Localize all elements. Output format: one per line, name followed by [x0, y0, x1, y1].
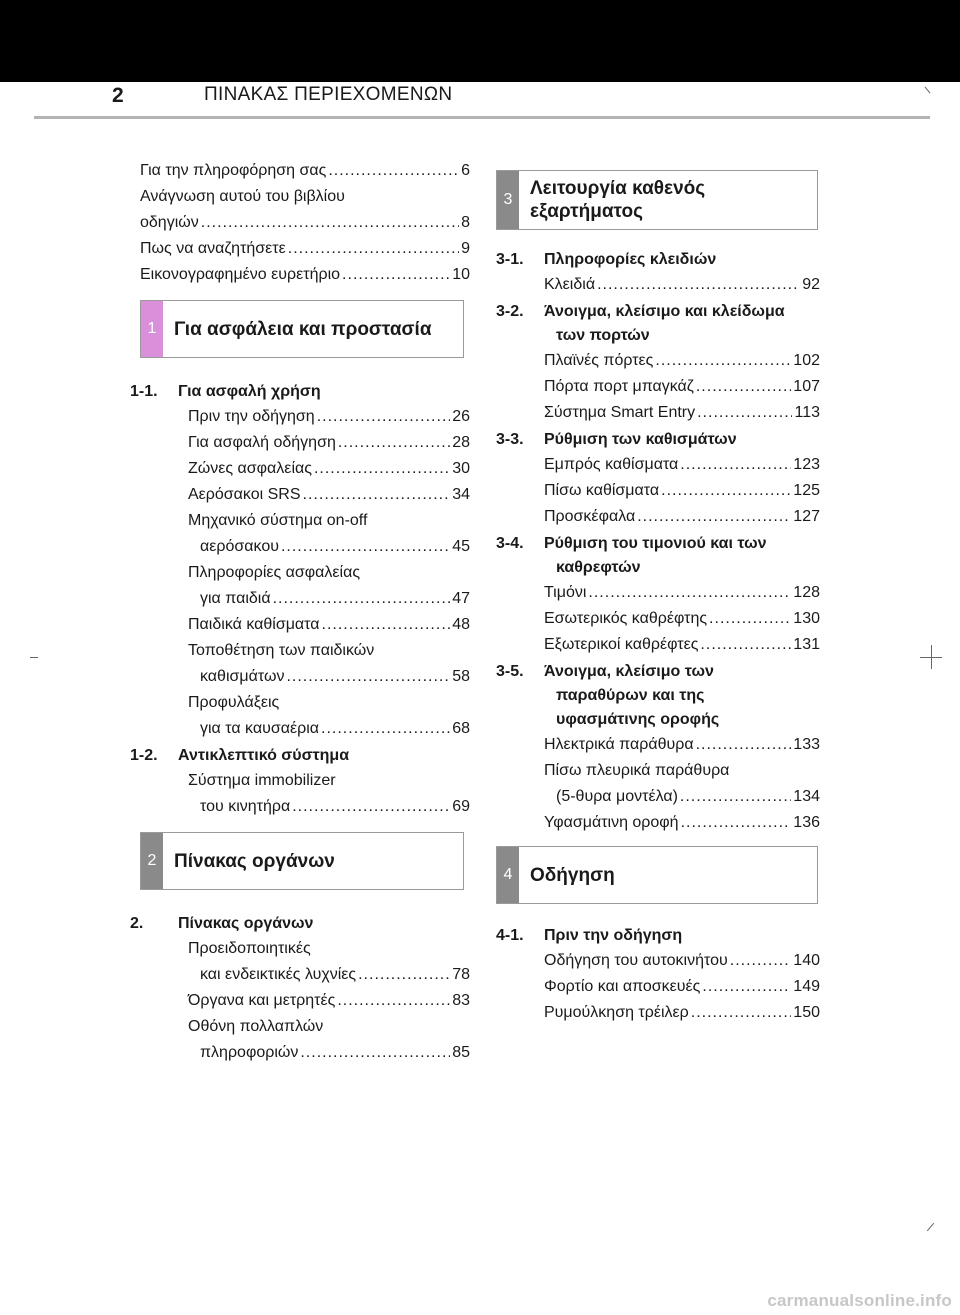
toc-entry[interactable]: Πλαϊνές πόρτες ..... 102 — [544, 348, 820, 374]
chapter-3-box[interactable] — [496, 170, 818, 230]
toc-entry[interactable]: Για ασφαλή οδήγηση ..... 28 — [188, 430, 470, 456]
section-items — [130, 768, 470, 820]
toc-entry[interactable]: Εικονογραφημένο ευρετήριο ..... 10 — [140, 262, 470, 288]
toc-entry-line[interactable]: Προειδοποιητικές — [188, 940, 311, 957]
crop-mark — [931, 645, 932, 669]
toc-entry[interactable]: Παιδικά καθίσματα ..... 48 — [188, 612, 470, 638]
toc-entry[interactable]: Κλειδιά ..... 92 — [544, 272, 820, 298]
toc-entry[interactable]: καθισμάτων ..... 58 — [188, 664, 470, 690]
toc-entry-line[interactable]: Προφυλάξεις — [188, 694, 280, 711]
chapter-2-tab: 2 — [141, 833, 163, 889]
toc-entry[interactable]: Για την πληροφόρηση σας ..... 6 — [140, 158, 470, 184]
chapter-3-title: Λειτουργία καθενός εξαρτήματος — [530, 178, 706, 222]
toc-entry[interactable]: Πόρτα πορτ μπαγκάζ ..... 107 — [544, 374, 820, 400]
chapter-4-tab: 4 — [497, 847, 519, 903]
section-heading[interactable]: 2. Πίνακας οργάνων — [130, 915, 314, 932]
toc-entry-line[interactable]: Μηχανικό σύστημα on-off — [188, 512, 368, 529]
section-heading[interactable]: 3-2. Άνοιγμα, κλείσιμο και κλείδωμα των πορτών — [496, 303, 785, 344]
toc-entry[interactable]: οδηγιών ..... 8 — [140, 210, 470, 236]
chapter-4-title: Οδήγηση — [530, 864, 615, 886]
toc-entry[interactable]: Φορτίο και αποσκευές ..... 149 — [544, 974, 820, 1000]
toc-entry-line[interactable]: Οθόνη πολλαπλών — [188, 1018, 324, 1035]
chapter-1-box[interactable] — [140, 300, 464, 358]
section-items — [496, 452, 820, 530]
toc-entry[interactable]: και ενδεικτικές λυχνίες ..... 78 — [188, 962, 470, 988]
toc-entry[interactable]: πληροφοριών ..... 85 — [188, 1040, 470, 1066]
section-items — [496, 348, 820, 426]
section-items — [130, 404, 470, 742]
toc-entry[interactable]: Ηλεκτρικά παράθυρα ..... 133 — [544, 732, 820, 758]
watermark-logo: carmanualsonline.info — [767, 1291, 952, 1310]
section-heading[interactable]: 4-1. Πριν την οδήγηση — [496, 927, 683, 944]
chapter-2-box[interactable] — [140, 832, 464, 890]
page-title: ΠΙΝΑΚΑΣ ΠΕΡΙΕΧΟΜΕΝΩΝ — [204, 84, 453, 105]
toc-entry[interactable]: Σύστημα Smart Entry ..... 113 — [544, 400, 820, 426]
section-heading[interactable]: 3-3. Ρύθμιση των καθισμάτων — [496, 431, 737, 448]
toc-entry[interactable]: Πως να αναζητήσετε ..... 9 — [140, 236, 470, 262]
toc-entry[interactable]: Πριν την οδήγηση ..... 26 — [188, 404, 470, 430]
section-heading[interactable]: 1-2. Αντικλεπτικό σύστημα — [130, 747, 350, 764]
section-items — [496, 580, 820, 658]
toc-entry-line[interactable]: Πληροφορίες ασφαλείας — [188, 564, 361, 581]
section-heading[interactable]: 3-5. Άνοιγμα, κλείσιμο των παραθύρων και της υφασμάτινης οροφής — [496, 663, 720, 728]
toc-entry-line[interactable]: Σύστημα immobilizer — [188, 772, 336, 789]
toc-entry[interactable]: Τιμόνι ..... 128 — [544, 580, 820, 606]
chapter-4-box[interactable] — [496, 846, 818, 904]
header-rule — [34, 116, 930, 119]
chapter-1-title: Για ασφάλεια και προστασία — [174, 318, 432, 340]
toc-entry[interactable]: αερόσακου ..... 45 — [188, 534, 470, 560]
intro-list — [140, 158, 470, 288]
section-heading[interactable]: 1-1. Για ασφαλή χρήση — [130, 383, 321, 400]
page-number: 2 — [112, 84, 124, 107]
crop-mark — [30, 657, 38, 658]
toc-entry-line[interactable]: Τοποθέτηση των παιδικών — [188, 642, 375, 659]
toc-entry[interactable]: Αερόσακοι SRS ..... 34 — [188, 482, 470, 508]
top-black-bar — [0, 0, 960, 82]
toc-entry-line[interactable]: Πίσω πλευρικά παράθυρα — [544, 762, 730, 779]
toc-entry-line[interactable]: Ανάγνωση αυτού του βιβλίου — [140, 188, 345, 205]
toc-entry[interactable]: Εμπρός καθίσματα ..... 123 — [544, 452, 820, 478]
section-items — [130, 936, 470, 1066]
toc-entry[interactable]: Οδήγηση του αυτοκινήτου ..... 140 — [544, 948, 820, 974]
toc-entry[interactable]: Εσωτερικός καθρέφτης ..... 130 — [544, 606, 820, 632]
toc-entry[interactable]: Ρυμούλκηση τρέιλερ ..... 150 — [544, 1000, 820, 1026]
toc-entry[interactable]: για τα καυσαέρια ..... 68 — [188, 716, 470, 742]
section-items — [496, 948, 820, 1026]
toc-entry[interactable]: (5-θυρα μοντέλα) ..... 134 — [544, 784, 820, 810]
section-heading[interactable]: 3-4. Ρύθμιση του τιμονιού και των καθρεφτών — [496, 535, 767, 576]
crop-mark — [927, 1223, 934, 1231]
toc-entry[interactable]: Υφασμάτινη οροφή ..... 136 — [544, 810, 820, 836]
section-heading[interactable]: 3-1. Πληροφορίες κλειδιών — [496, 251, 717, 268]
chapter-2-title: Πίνακας οργάνων — [174, 850, 335, 872]
toc-entry[interactable]: Προσκέφαλα ..... 127 — [544, 504, 820, 530]
chapter-3-tab: 3 — [497, 171, 519, 229]
toc-entry[interactable]: Ζώνες ασφαλείας ..... 30 — [188, 456, 470, 482]
section-items — [496, 272, 820, 298]
toc-entry[interactable]: Πίσω καθίσματα ..... 125 — [544, 478, 820, 504]
toc-entry[interactable]: για παιδιά ..... 47 — [188, 586, 470, 612]
chapter-1-tab: 1 — [141, 301, 163, 357]
toc-entry[interactable]: Εξωτερικοί καθρέφτες ..... 131 — [544, 632, 820, 658]
toc-entry[interactable]: του κινητήρα ..... 69 — [188, 794, 470, 820]
left-column — [130, 158, 470, 1066]
toc-entry[interactable]: Όργανα και μετρητές ..... 83 — [188, 988, 470, 1014]
right-column — [496, 170, 820, 1026]
section-items — [496, 732, 820, 836]
